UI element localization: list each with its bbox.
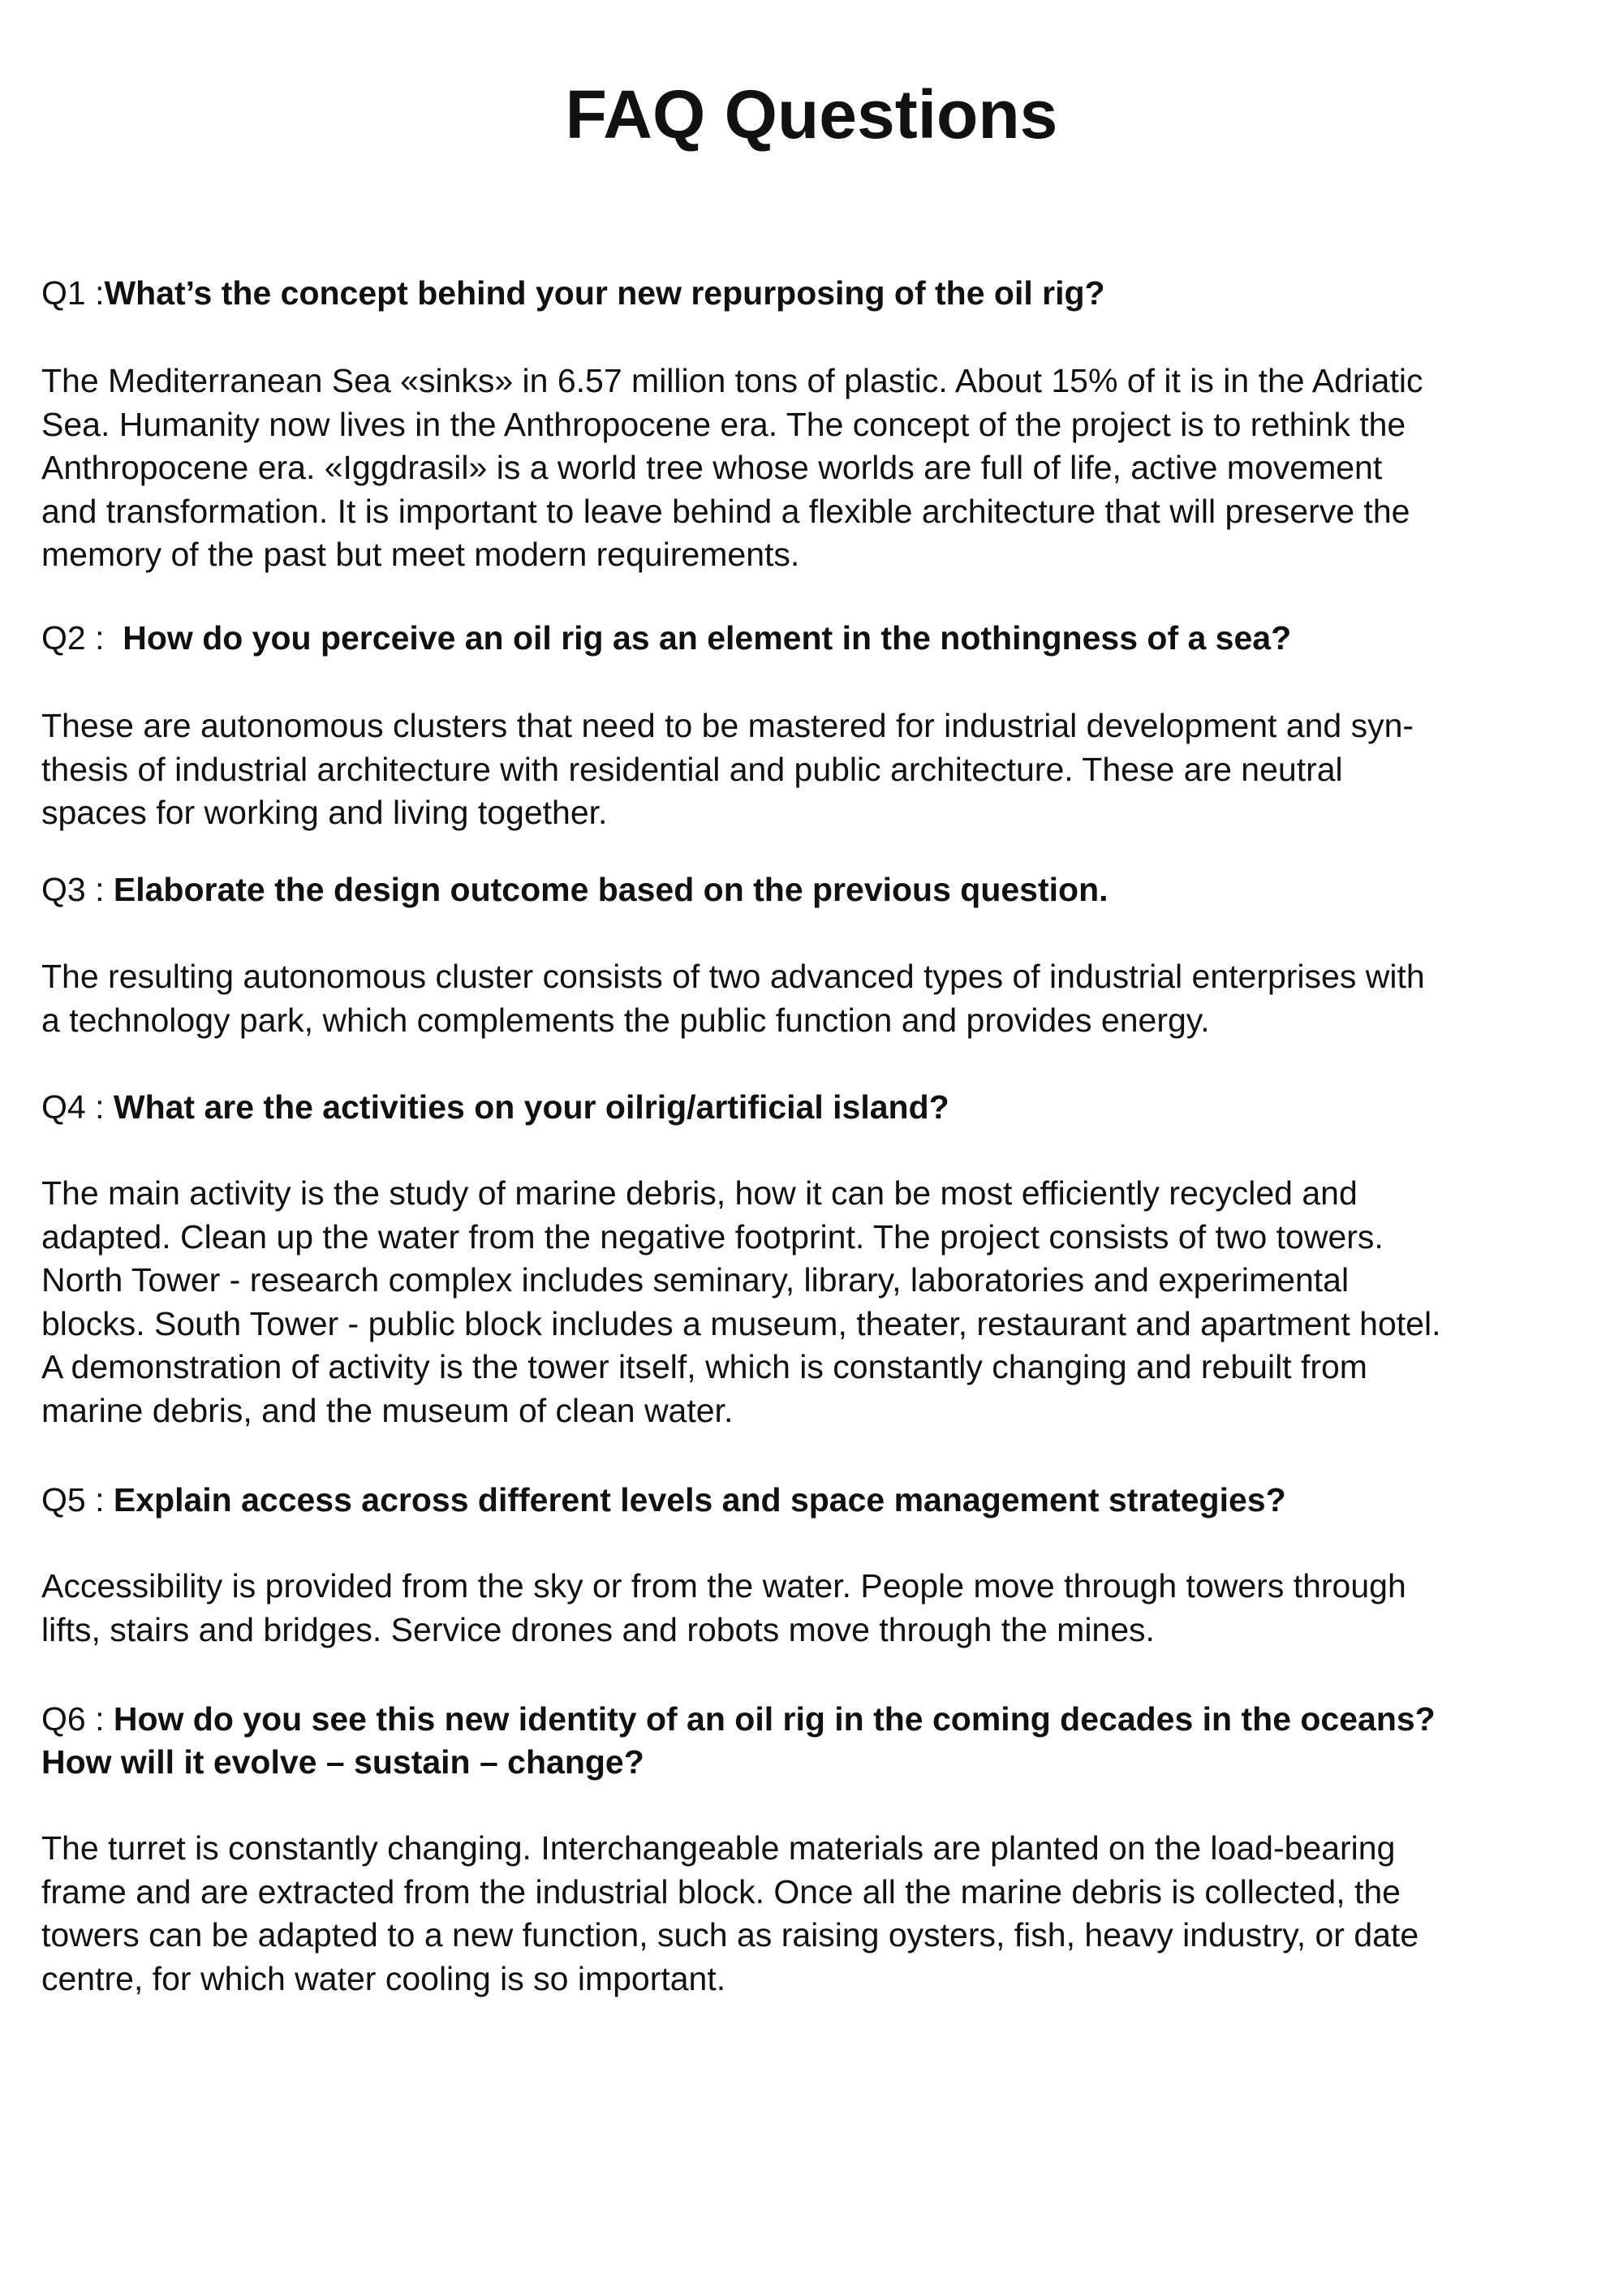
page-title: FAQ Questions <box>565 76 1058 153</box>
answer-line: blocks. South Tower - public block includes a museum, theater, restaurant and apartment hotel. <box>41 1304 1441 1342</box>
answer-line: frame and are extracted from the industrial block. Once all the marine debris is collected, the <box>41 1872 1401 1910</box>
answer-line: The resulting autonomous cluster consists of two advanced types of industrial enterprises with <box>41 958 1425 995</box>
answer-line: lifts, stairs and bridges. Service drones and robots move through the mines. <box>41 1610 1155 1648</box>
question-label: Q6 : <box>41 1700 114 1738</box>
answer-line: towers can be adapted to a new function, such as raising oysters, fish, heavy industry, or date <box>41 1916 1419 1954</box>
faq-item-6 <box>41 1698 1583 1784</box>
faq-question-3 <box>41 868 1583 911</box>
question-text: How do you perceive an oil rig as an element in the nothingness of a sea? <box>123 619 1292 657</box>
question-label: Q5 : <box>41 1481 114 1518</box>
faq-item-3 <box>41 868 1583 911</box>
faq-item-2 <box>41 617 1583 660</box>
answer-line: Sea. Humanity now lives in the Anthropocene era. The concept of the project is to rethink the <box>41 405 1406 443</box>
faq-item-5 <box>41 1479 1583 1522</box>
question-label: Q4 : <box>41 1088 114 1126</box>
answer-line: and transformation. It is important to leave behind a flexible architecture that will preserve the <box>41 492 1410 530</box>
answer-line: centre, for which water cooling is so important. <box>41 1959 726 1997</box>
question-text: How do you see this new identity of an oil rig in the coming decades in the oceans? <box>113 1700 1436 1738</box>
answer-line: The turret is constantly changing. Interchangeable materials are planted on the load-bearing <box>41 1829 1396 1867</box>
answer-line: memory of the past but meet modern requirements. <box>41 536 800 573</box>
faq-answer-2 <box>41 704 1583 835</box>
answer-line: The Mediterranean Sea «sinks» in 6.57 million tons of plastic. About 15% of it is in the Adriatic <box>41 362 1423 399</box>
faq-answer-3 <box>41 955 1583 1042</box>
faq-answer-6 <box>41 1827 1583 2001</box>
faq-question-2 <box>41 617 1583 660</box>
faq-question-5 <box>41 1479 1583 1522</box>
faq-item-4 <box>41 1086 1583 1129</box>
question-label: Q3 : <box>41 871 114 908</box>
answer-line: spaces for working and living together. <box>41 794 608 831</box>
answer-line: The main activity is the study of marine debris, how it can be most efficiently recycled and <box>41 1174 1358 1212</box>
answer-line: These are autonomous clusters that need to be mastered for industrial development and syn- <box>41 707 1414 744</box>
faq-question-6 <box>41 1698 1583 1741</box>
answer-line: marine debris, and the museum of clean water. <box>41 1391 734 1429</box>
faq-answer-5 <box>41 1565 1583 1652</box>
answer-line: A demonstration of activity is the tower itself, which is constantly changing and rebuilt from <box>41 1348 1367 1385</box>
faq-question-6-continued <box>41 1741 1583 1784</box>
answer-line: North Tower - research complex includes seminary, library, laboratories and experimental <box>41 1261 1350 1299</box>
question-label: Q1 : <box>41 274 105 312</box>
faq-answer-4 <box>41 1172 1583 1432</box>
faq-answer-1 <box>41 360 1583 577</box>
question-text: What are the activities on your oilrig/artificial island? <box>113 1088 949 1126</box>
answer-line: a technology park, which complements the public function and provides energy. <box>41 1001 1210 1039</box>
question-text: What’s the concept behind your new repurposing of the oil rig? <box>104 274 1105 312</box>
answer-line: thesis of industrial architecture with residential and public architecture. These are neutral <box>41 750 1343 788</box>
faq-question-1 <box>41 272 1583 315</box>
answer-line: Accessibility is provided from the sky or from the water. People move through towers through <box>41 1567 1406 1605</box>
faq-question-4 <box>41 1086 1583 1129</box>
question-text: How will it evolve – sustain – change? <box>41 1743 644 1781</box>
answer-line: Anthropocene era. «Iggdrasil» is a world tree whose worlds are full of life, active movement <box>41 449 1383 486</box>
answer-line: adapted. Clean up the water from the negative footprint. The project consists of two towers. <box>41 1217 1384 1256</box>
question-label: Q2 : <box>41 619 123 657</box>
faq-item-1 <box>41 272 1583 315</box>
question-text: Explain access across different levels and space management strategies? <box>113 1481 1286 1518</box>
question-text: Elaborate the design outcome based on the previous question. <box>113 871 1109 908</box>
